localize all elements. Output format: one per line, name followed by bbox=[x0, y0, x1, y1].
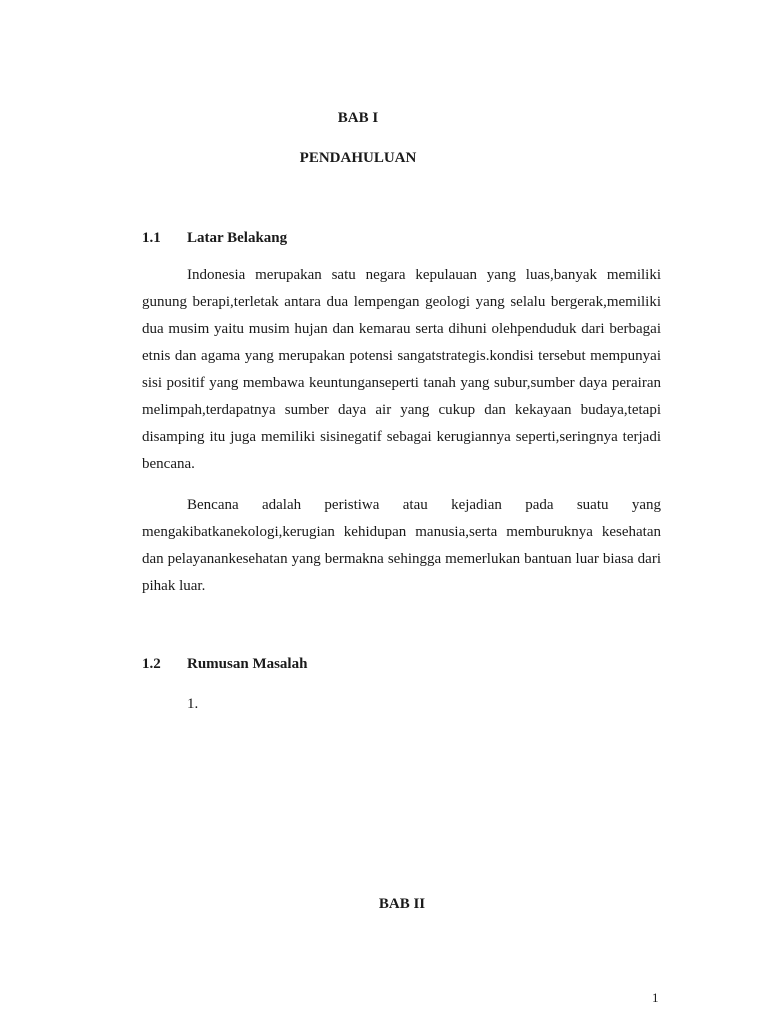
body-paragraph: Bencana adalah peristiwa atau kejadian pada suatu yang mengakibatkanekologi,kerugian kehidupan manusia,serta memburuknya kesehatan dan pelayanankesehatan yang bermakna sehingga memerlukan bantuan luar biasa dari pihak luar. bbox=[142, 497, 661, 594]
section-title: Latar Belakang bbox=[187, 230, 288, 246]
body-paragraph: Indonesia merupakan satu negara kepulauan yang luas,banyak memiliki gunung berapi,terletak antara dua lempengan geologi yang selalu bergerak,memiliki dua musim yaitu musim hujan dan kemarau serta dihuni olehpenduduk dari berbagai etnis dan agama yang merupakan potensi sangatstrategis.kondisi tersebut mempunyai sisi positif yang membawa keuntunganseperti tanah yang subur,sumber daya perairan melimpah,terdapatnya sumber daya air yang cukup dan kekayaan budaya,tetapi disamping itu juga memiliki sisinegatif sebagai kerugiannya seperti,seringnya terjadi bencana. bbox=[142, 267, 661, 472]
next-chapter-label: BAB II bbox=[378, 896, 426, 912]
chapter-title: PENDAHULUAN bbox=[299, 150, 417, 166]
section-number: 1.1 bbox=[142, 230, 161, 246]
section-number: 1.2 bbox=[142, 656, 161, 672]
section-title: Rumusan Masalah bbox=[187, 656, 308, 672]
chapter-label: BAB I bbox=[337, 110, 379, 126]
list-item: 1. bbox=[187, 696, 199, 712]
page-number: 1 bbox=[652, 990, 659, 1005]
section-heading-latar-belakang bbox=[142, 230, 287, 247]
section-heading-rumusan-masalah bbox=[142, 656, 307, 673]
